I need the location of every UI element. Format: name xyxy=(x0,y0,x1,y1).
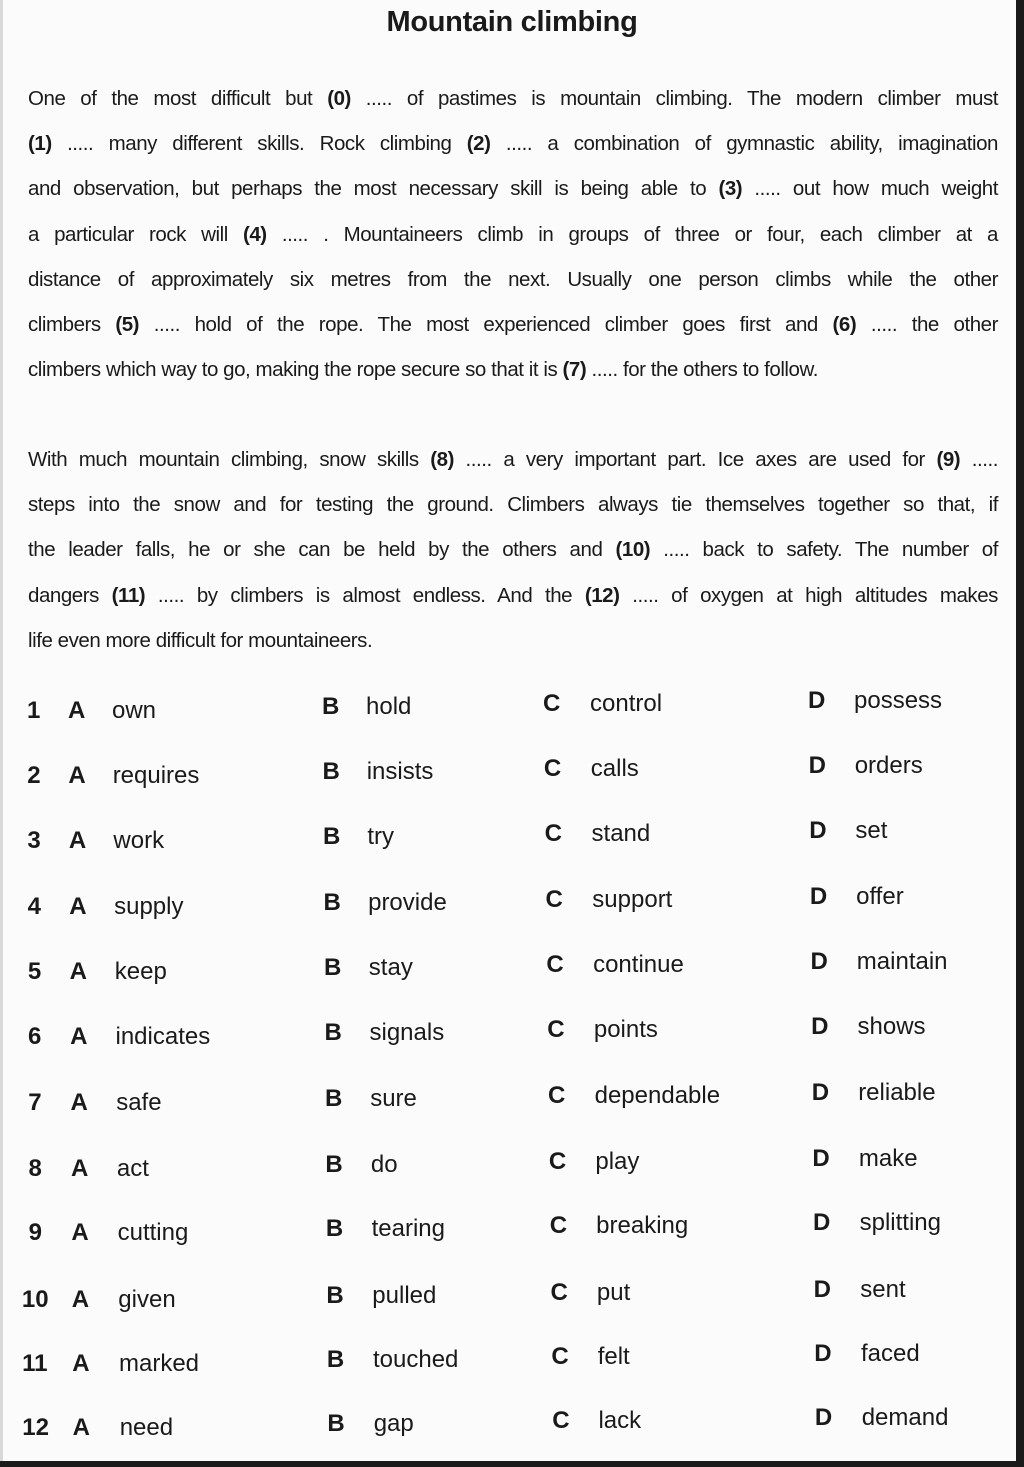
option-letter-a: A xyxy=(68,761,86,789)
text-segment: ..... back to safety. The number of xyxy=(650,538,998,562)
text-segment: a particular rock will xyxy=(28,222,243,246)
option-letter-a: A xyxy=(72,1414,90,1442)
text-segment: ..... many different skills. Rock climbing xyxy=(51,132,467,156)
text-segment: the leader falls, he or she can be held by the others and xyxy=(28,538,616,562)
option-d: shows xyxy=(857,1013,926,1041)
question-number: 8 xyxy=(28,1154,42,1182)
option-a: marked xyxy=(119,1349,200,1377)
option-letter-b: B xyxy=(324,1019,342,1047)
text-segment: ..... xyxy=(960,448,998,471)
option-letter-a: A xyxy=(68,697,86,724)
gap-number: (0) xyxy=(327,87,351,110)
option-letter-d: D xyxy=(809,882,828,910)
option-b: touched xyxy=(373,1345,459,1373)
option-a: cutting xyxy=(117,1219,189,1247)
option-a: indicates xyxy=(115,1023,211,1051)
question-number: 7 xyxy=(28,1088,42,1116)
question-row xyxy=(0,687,1000,737)
option-b: gap xyxy=(373,1410,414,1438)
option-letter-a: A xyxy=(69,957,88,985)
option-a: requires xyxy=(112,761,200,789)
gap-number: (2) xyxy=(466,132,491,156)
question-row xyxy=(0,1275,1000,1329)
option-c: support xyxy=(592,885,673,913)
question-row xyxy=(0,1339,1000,1393)
text-segment: ..... of pastimes is mountain climbing. The modern climber must xyxy=(350,87,998,110)
option-letter-a: A xyxy=(71,1285,90,1313)
gap-number: (8) xyxy=(430,448,454,471)
option-letter-a: A xyxy=(70,1023,88,1051)
option-b: pulled xyxy=(372,1281,437,1309)
option-a: work xyxy=(113,827,165,855)
option-c: dependable xyxy=(594,1081,721,1109)
option-a: supply xyxy=(114,892,184,920)
option-b: sure xyxy=(370,1084,417,1112)
option-letter-b: B xyxy=(325,1215,344,1243)
option-letter-c: C xyxy=(546,950,564,978)
option-c: continue xyxy=(593,950,684,978)
gap-number: (12) xyxy=(584,583,620,607)
option-letter-a: A xyxy=(71,1219,89,1247)
text-segment: distance of approximately six metres from the next. Usually one person climbs while the other xyxy=(28,267,998,291)
gap-number: (3) xyxy=(718,177,743,201)
option-c: play xyxy=(595,1147,640,1175)
option-letter-b: B xyxy=(326,1345,345,1373)
option-letter-d: D xyxy=(809,817,827,845)
question-number: 4 xyxy=(27,892,41,920)
option-b: hold xyxy=(366,693,412,720)
option-b: stay xyxy=(368,953,413,981)
option-letter-c: C xyxy=(548,1081,566,1109)
text-segment: steps into the snow and for testing the ground. Climbers always tie themselves together so that, if xyxy=(28,493,998,517)
gap-number: (1) xyxy=(28,132,52,156)
option-a: given xyxy=(118,1285,176,1313)
question-number: 12 xyxy=(22,1414,49,1442)
option-letter-c: C xyxy=(543,690,561,717)
question-row xyxy=(0,947,1000,999)
option-b: provide xyxy=(368,888,447,916)
question-number: 2 xyxy=(27,761,41,789)
option-letter-c: C xyxy=(547,1016,565,1044)
question-row xyxy=(0,817,1000,868)
gap-number: (4) xyxy=(242,222,267,246)
question-number: 11 xyxy=(22,1349,48,1377)
option-letter-d: D xyxy=(811,1013,829,1041)
question-number: 9 xyxy=(28,1219,43,1247)
option-c: stand xyxy=(591,820,651,848)
option-b: tearing xyxy=(371,1215,445,1243)
question-row xyxy=(0,1404,1000,1458)
option-letter-c: C xyxy=(545,885,563,913)
option-letter-b: B xyxy=(325,1150,343,1178)
option-c: control xyxy=(590,690,663,717)
option-letter-b: B xyxy=(327,1410,345,1438)
text-segment: ..... out how much weight xyxy=(742,177,998,201)
option-letter-c: C xyxy=(549,1212,568,1240)
option-c: felt xyxy=(597,1342,630,1370)
question-number: 3 xyxy=(27,827,41,855)
text-segment: life even more difficult for mountaineers. xyxy=(28,628,373,652)
text-segment: With much mountain climbing, snow skills xyxy=(28,448,431,471)
option-c: points xyxy=(593,1016,658,1044)
option-letter-b: B xyxy=(322,823,341,851)
option-c: breaking xyxy=(596,1212,689,1240)
question-number: 6 xyxy=(28,1023,42,1051)
question-row xyxy=(0,751,1000,802)
option-letter-d: D xyxy=(813,1209,831,1237)
text-segment: and observation, but perhaps the most necessary skill is being able to xyxy=(28,177,719,201)
option-d: make xyxy=(858,1144,918,1172)
text-segment: ..... hold of the rope. The most experienced climber goes first and xyxy=(139,312,833,336)
gap-number: (5) xyxy=(115,312,140,336)
option-d: possess xyxy=(854,687,943,714)
option-d: reliable xyxy=(858,1078,936,1106)
option-letter-d: D xyxy=(814,1339,832,1367)
option-d: demand xyxy=(861,1404,949,1432)
option-a: need xyxy=(119,1414,174,1442)
gap-number: (9) xyxy=(936,448,961,471)
text-segment: ..... a very important part. Ice axes are used for xyxy=(453,448,937,471)
gap-number: (11) xyxy=(111,583,146,607)
option-a: keep xyxy=(114,957,167,985)
option-a: safe xyxy=(116,1088,162,1116)
text-segment: climbers which way to go, making the rope secure so that it is xyxy=(28,358,563,382)
option-letter-d: D xyxy=(810,947,828,975)
option-letter-b: B xyxy=(324,1084,343,1112)
option-letter-b: B xyxy=(323,888,341,916)
option-d: splitting xyxy=(859,1209,941,1237)
option-d: sent xyxy=(860,1275,906,1303)
text-segment: climbers xyxy=(28,312,116,336)
question-row xyxy=(0,1144,1000,1197)
text-segment: One of the most difficult but xyxy=(28,87,328,110)
option-b: do xyxy=(370,1150,398,1178)
question-row xyxy=(0,882,1000,934)
option-d: offer xyxy=(856,882,904,910)
question-number: 10 xyxy=(21,1285,49,1313)
option-letter-d: D xyxy=(811,1078,830,1106)
option-letter-d: D xyxy=(812,1144,830,1172)
option-letter-c: C xyxy=(550,1278,568,1306)
option-d: faced xyxy=(861,1339,920,1367)
option-b: try xyxy=(367,823,395,851)
option-letter-b: B xyxy=(322,757,340,785)
question-number: 1 xyxy=(27,697,41,724)
option-c: calls xyxy=(590,754,639,782)
text-segment: ..... the other xyxy=(856,312,998,336)
option-letter-d: D xyxy=(814,1404,833,1432)
option-letter-b: B xyxy=(326,1281,344,1309)
option-letter-c: C xyxy=(544,820,563,848)
option-d: orders xyxy=(854,751,923,779)
question-row xyxy=(0,1209,1000,1262)
option-letter-a: A xyxy=(70,1088,88,1116)
option-d: maintain xyxy=(856,947,948,975)
option-letter-a: A xyxy=(69,892,87,920)
gap-number: (7) xyxy=(562,358,587,382)
gap-number: (10) xyxy=(615,538,651,562)
text-segment: ..... for the others to follow. xyxy=(586,358,818,382)
option-a: act xyxy=(116,1154,149,1182)
option-letter-c: C xyxy=(552,1407,570,1435)
option-letter-d: D xyxy=(808,751,826,779)
page-title: Mountain climbing xyxy=(386,6,638,38)
option-letter-a: A xyxy=(72,1349,90,1377)
option-d: set xyxy=(855,817,888,845)
text-segment: ..... by climbers is almost endless. And the xyxy=(145,583,585,607)
option-b: signals xyxy=(369,1019,445,1047)
option-letter-c: C xyxy=(548,1147,567,1175)
option-letter-a: A xyxy=(70,1154,89,1182)
text-segment: ..... a combination of gymnastic ability, imagination xyxy=(490,132,998,156)
option-letter-b: B xyxy=(322,693,340,720)
option-letter-d: D xyxy=(808,687,826,714)
option-letter-a: A xyxy=(68,827,87,855)
option-letter-d: D xyxy=(813,1275,831,1303)
text-segment: ..... . Mountaineers climb in groups of three or four, each climber at a xyxy=(266,222,998,246)
option-a: own xyxy=(112,697,157,724)
option-letter-c: C xyxy=(551,1342,569,1370)
question-row xyxy=(0,1078,1000,1131)
question-row xyxy=(0,1013,1000,1065)
option-c: lack xyxy=(598,1407,642,1435)
option-letter-c: C xyxy=(543,754,562,782)
text-segment: ..... of oxygen at high altitudes makes xyxy=(619,583,998,607)
option-letter-b: B xyxy=(323,953,342,981)
option-b: insists xyxy=(366,757,434,785)
option-c: put xyxy=(596,1278,631,1306)
question-number: 5 xyxy=(27,957,42,985)
gap-number: (6) xyxy=(832,312,857,336)
text-segment: dangers xyxy=(28,583,112,607)
